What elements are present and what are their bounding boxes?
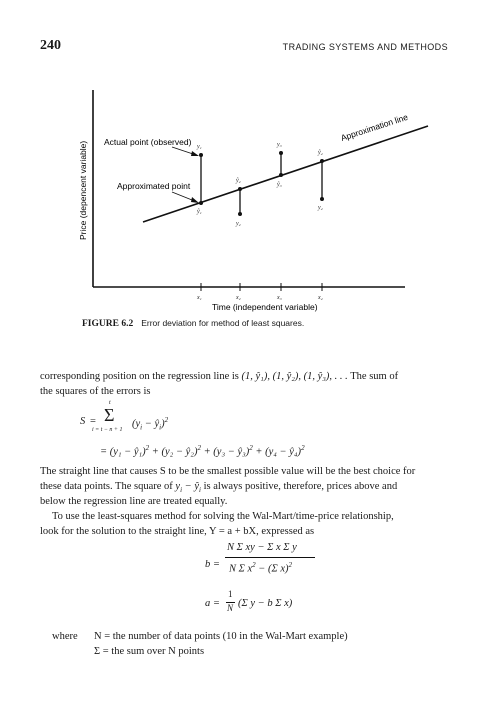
actual-point-3 (279, 151, 283, 155)
sum-of-squares-equation: S = t Σ i = t − n + 1 ($y_i$ − $ŷ_i)^2$ = (y₁ − ŷ₁)$^2$ + (y₂ − ŷ₂)$^2$ + (y₃ − ŷ₃)$^2$ + (y₄ − ŷ₄)$^2$ (80, 400, 305, 458)
intercept-equation: a = 1 N (Σ y − b Σ x) (205, 589, 293, 613)
label-yhat2: ŷ₂ (236, 178, 241, 184)
approx-point-label: Approximated point (117, 181, 191, 191)
label-yhat4: ŷ₄ (318, 150, 323, 156)
approx-point-4 (320, 159, 324, 163)
page-number: 240 (40, 38, 61, 53)
label-y3: y₃ (277, 142, 282, 148)
approx-point-2 (238, 187, 242, 191)
label-yhat1: ŷ₁ (197, 209, 202, 215)
running-title: TRADING SYSTEMS AND METHODS (282, 42, 448, 52)
caption-text: Error deviation for method of least squares. (141, 318, 305, 328)
body-line-1-text: corresponding position on the regression line is (40, 371, 242, 382)
para2-line-1: The straight line that causes S to be the smallest possible value will be the best choice for (40, 466, 416, 477)
inline-error-term: $y_i$ − $ŷ_i$ (175, 481, 201, 495)
x-tick-label-2: x₂ (236, 295, 241, 301)
definition-n: N = the number of data points (10 in the Wal-Mart example) (94, 631, 348, 642)
body-line-1-end: The sum of (347, 371, 399, 382)
para2-line-2-b: is always positive, therefore, prices above and (200, 481, 398, 492)
label-y2: y₂ (236, 221, 241, 227)
body-line-1 (40, 370, 398, 385)
para3-line-2: look for the solution to the straight line, Y = a + bX, expressed as (40, 526, 315, 537)
figure-label: FIGURE 6.2 (82, 319, 134, 329)
actual-point-4 (320, 197, 324, 201)
actual-point-2 (238, 212, 242, 216)
y-axis-label: Price (depencent variable) (78, 140, 88, 240)
approx-point-1 (199, 201, 203, 205)
para2-line-2-a: these data points. The square of (40, 481, 176, 492)
x-axis-label: Time (independent variable) (212, 302, 318, 312)
definition-sigma: Σ = the sum over N points (94, 646, 205, 657)
label-y4: y₄ (318, 205, 323, 211)
actual-arrowhead (191, 151, 199, 156)
label-yhat3: ŷ₃ (277, 182, 282, 188)
label-y1: y₁ (197, 144, 202, 150)
x-tick-label-3: x₃ (277, 295, 282, 301)
approx-point-3 (279, 173, 283, 177)
x-tick-label-4: x₄ (318, 295, 323, 301)
para2-line-3: below the regression line are treated equally. (40, 496, 228, 507)
where-label: where (52, 631, 78, 642)
x-tick-label-1: x₁ (197, 295, 202, 301)
regression-points: (1, ŷ₁), (1, ŷ₂), (1, ŷ₃), . . . (241, 371, 348, 382)
figure-caption (82, 318, 304, 329)
approx-arrowhead (191, 197, 199, 203)
slope-equation: b = N Σ xy − Σ x Σ y N Σ $x^2 - (\Sigma$ x)$^2$ (205, 540, 345, 596)
para3-line-1: To use the least-squares method for solving the Wal-Mart/time-price relationship, (52, 511, 394, 522)
actual-point-label: Actual point (observed) (104, 137, 192, 147)
body-line-2: the squares of the errors is (40, 386, 151, 397)
actual-point-1 (199, 153, 203, 157)
approximation-line-label: Approximation line (339, 111, 410, 143)
